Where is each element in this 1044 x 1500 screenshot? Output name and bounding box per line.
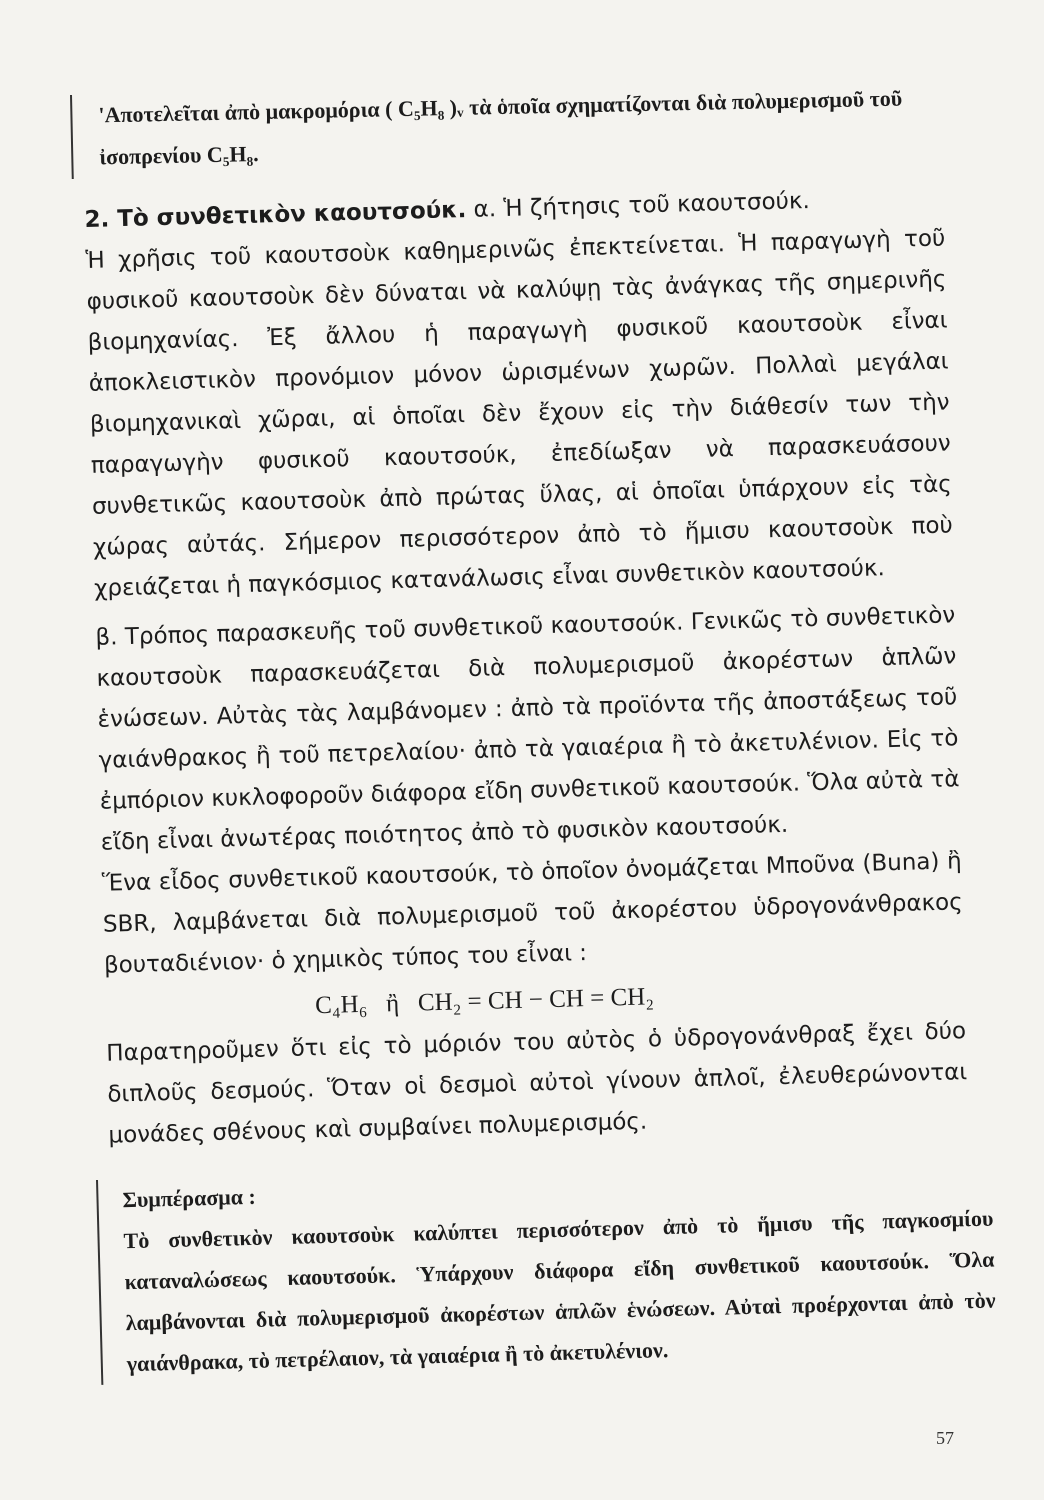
conclusion-text: Τὸ συνθετικὸν καουτσοὺκ καλύπτει περισσότερον ἀπὸ τὸ ἥμισυ τῆς παγκοσμίου καταναλώσεως καουτσούκ. Ὑπάρχουν διάφορα εἴδη συνθετικοῦ καουτσούκ. Ὅλα λαμβάνονται διὰ πολυμερισμοῦ ἀκορέστων ἁπλῶν ἑνώσεων. Αὐταὶ προέρχονται ἀπὸ τὸν γαιάνθρακα, τὸ πετρέλαιον, τὰ γαιαέρια ἢ τὸ ἀκετυλένιον. [123,1205,996,1377]
paragraph-demand: Ἡ χρῆσις τοῦ καουτσοὺκ καθημερινῶς ἐπεκτείνεται. Ἡ παραγωγὴ τοῦ φυσικοῦ καουτσοὺκ δὲν δύναται νὰ καλύψῃ τὰς ἀνάγκας τῆς σημερινῆς βιομηχανίας. Ἐξ ἄλλου ἡ παραγωγὴ φυσικοῦ καουτσοὺκ εἶναι ἀποκλειστικὸν προνόμιον μόνον ὡρισμένων χωρῶν. Πολλαὶ μεγάλαι βιομηχανικαὶ χῶραι, αἱ ὁποῖαι δὲν ἔχουν εἰς τὴν διάθεσίν των τὴν παραγωγὴν φυσικοῦ καουτσούκ, ἐπεδίωξαν νὰ παρασκευάσουν συνθετικῶς καουτσοὺκ ἀπὸ πρώτας ὕλας, αἱ ὁποῖαι ὑπάρχουν εἰς τὰς χώρας αὐτάς. Σήμερον περισσότερον ἀπὸ τὸ ἥμισυ καουτσοὺκ ποὺ χρειάζεται ἡ παγκόσμιος κατανάλωσις εἶναι συνθετικὸν καουτσούκ. [85,225,954,602]
paragraph-buna: Ἕνα εἶδος συνθετικοῦ καουτσούκ, τὸ ὁποῖον ὀνομάζεται Μποῦνα (Buna) ἢ SBR, λαμβάνεται διὰ πολυμερισμοῦ τοῦ ἀκορέστου ὑδρογονάνθρακος βουταδιένιον· ὁ χημικὸς τύπος του εἶναι : [101,848,964,979]
paragraph-preparation: Γενικῶς τὸ συνθετικὸν καουτσοὺκ παρασκευάζεται διὰ πολυμερισμοῦ ἀκορέστων ἁπλῶν ἑνώσεων. Αὐτὰς τὰς λαμβάνομεν : ἀπὸ τὰ προϊόντα τῆς ἀποστάξεως τοῦ γαιάνθρακος ἢ τοῦ πετρελαίου· ἀπὸ τὰ γαιαέρια ἢ τὸ ἀκετυλένιον. Εἰς τὸ ἐμπόριον κυκλοφοροῦν διάφορα εἴδη συνθετικοῦ καουτσούκ. Ὅλα αὐτὰ τὰ εἴδη εἶναι ἀνωτέρας ποιότητος ἀπὸ τὸ φυσικὸν καουτσούκ. [96,602,960,856]
page-number: 57 [936,1428,954,1448]
intro-text: 'Αποτελεῖται ἀπὸ μακρομόρια ( C₅H₈ )ᵥ τὰ ὁποῖα σχηματίζονται διὰ πολυμερισμοῦ τοῦ ἰσοπρενίου C₅H₈. [98,85,903,170]
paragraph-bonds: Παρατηροῦμεν ὅτι εἰς τὸ μόριόν του αὐτὸς ὁ ὑδρογονάνθραξ ἔχει δύο διπλοῦς δεσμούς. Ὅταν οἱ δεσμοὶ αὐτοὶ γίνουν ἁπλοῖ, ἐλευθερώνονται μονάδες σθένους καὶ συμβαίνει πολυμερισμός. [106,1018,968,1149]
intro-note [70,76,980,179]
conclusion-box [96,1157,997,1385]
conclusion-label: Συμπέρασμα : [122,1183,257,1213]
section-heading: 2. Τὸ συνθετικὸν καουτσούκ. [84,197,467,233]
subsection-a-heading: α. Ἡ ζήτησις τοῦ καουτσούκ. [473,188,811,223]
subsection-b-heading: β. Τρόπος παρασκευῆς τοῦ συνθετικοῦ καουτσούκ. [95,609,684,651]
chemical-formula: C₄H₆ ἢ CH₂ = CH − CH = CH₂ [314,983,655,1020]
subsection-b-line [95,595,961,863]
main-text [84,177,969,1156]
